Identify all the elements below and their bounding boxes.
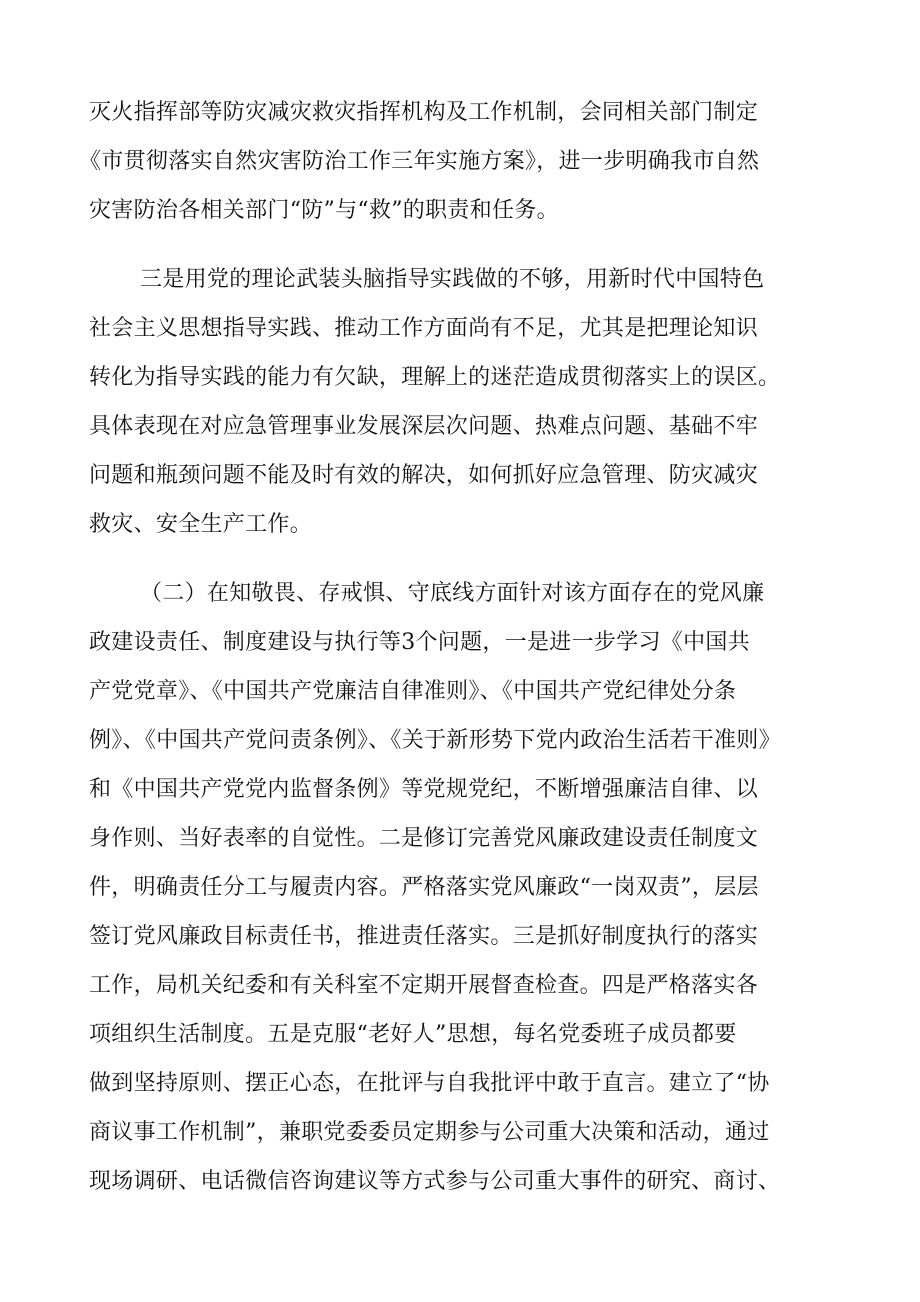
text-line: 转化为指导实践的能力有欠缺，理解上的迷茫造成贯彻落实上的误区。 [89,365,781,390]
text-line: 灭火指挥部等防灾减灾救灾指挥机构及工作机制，会同相关部门制定 [89,100,759,125]
text-line: 《市贯彻落实自然灾害防治工作三年实施方案》，进一步明确我市自然 [79,149,760,174]
text-line: 社会主义思想指导实践、推动工作方面尚有不足，尤其是把理论知识 [89,316,759,341]
text-line: 商议事工作机制”，兼职党委委员定期参与公司重大决策和活动，通过 [89,1120,770,1145]
text-line: 项组织生活制度。五是克服“老好人”思想，每名党委班子成员都要 [89,1022,737,1047]
text-line: 例》、《中国共产党问责条例》、《关于新形势下党内政治生活若干准则》 [89,728,781,753]
text-line: 救灾、安全生产工作。 [89,512,313,537]
text-line: 灾害防治各相关部门“防”与“救”的职责和任务。 [89,198,559,223]
text-line: 和《中国共产党党内监督条例》等党规党纪，不断增强廉洁自律、以 [89,777,759,802]
text-line: 具体表现在对应急管理事业发展深层次问题、热难点问题、基础不牢 [89,414,759,439]
text-line: 政建设责任、制度建设与执行等3个问题，一是进一步学习《中国共 [89,630,750,655]
text-line: 现场调研、电话微信咨询建议等方式参与公司重大事件的研究、商讨、 [89,1169,781,1194]
text-line: 三是用党的理论武装头脑指导实践做的不够，用新时代中国特色 [140,267,765,292]
text-line: 身作则、当好表率的自觉性。二是修订完善党风廉政建设责任制度文 [89,826,759,851]
text-line: 签订党风廉政目标责任书，推进责任落实。三是抓好制度执行的落实 [89,924,759,949]
text-line: 件，明确责任分工与履责内容。严格落实党风廉政“一岗双责”，层层 [89,875,759,900]
text-line: 工作，局机关纪委和有关科室不定期开展督查检查。四是严格落实各 [89,973,759,998]
text-line: 问题和瓶颈问题不能及时有效的解决，如何抓好应急管理、防灾减灾 [89,463,759,488]
text-line: （二）在知敬畏、存戒惧、守底线方面针对该方面存在的党风廉 [140,581,765,606]
text-line: 产党党章》、《中国共产党廉洁自律准则》、《中国共产党纪律处分条 [89,679,737,704]
text-line: 做到坚持原则、摆正心态，在批评与自我批评中敢于直言。建立了“协 [89,1071,770,1096]
